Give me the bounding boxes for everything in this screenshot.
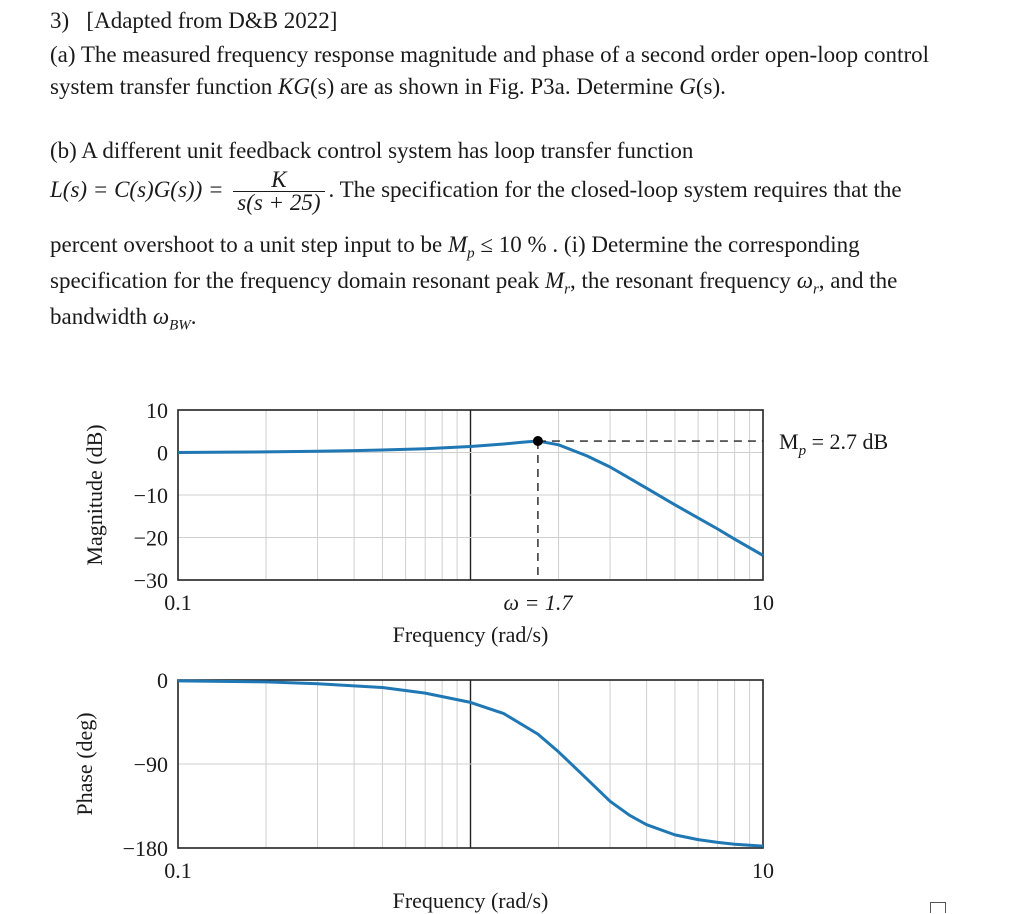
part-b-line4: specification for the frequency domain resonant peak $M_r$, the resonant frequency $\omega_r$, and the — [50, 268, 898, 298]
x-tick-label: 10 — [752, 590, 774, 615]
y-tick-label: −10 — [133, 483, 168, 508]
y-tick-label: 0 — [157, 668, 168, 693]
y-tick-label: 10 — [146, 398, 168, 423]
x-axis-label: Frequency (rad/s) — [392, 888, 549, 913]
y-tick-label: −20 — [133, 525, 168, 551]
kg-symbol: KG — [278, 74, 310, 99]
bode-figure — [0, 380, 1024, 914]
x-tick-label: 0.1 — [164, 858, 192, 883]
x-axis-label: Frequency (rad/s) — [392, 622, 549, 647]
part-b-equation: L(s) = C(s)G(s)) = $\frac{K}{s(s + 25)}$ . The specification for the closed-loop system requires that the — [50, 167, 902, 216]
phase-plot — [72, 668, 774, 913]
loop-tf-denominator: s(s + 25) — [237, 190, 321, 216]
loop-tf-lhs: L(s) = C(s)G(s)) = — [50, 177, 224, 202]
part-b-line3: percent overshoot to a unit step input to be $M_p \le 10$ % . (i) Determine the corresponding — [50, 232, 860, 262]
y-tick-label: −90 — [133, 752, 168, 777]
y-tick-label: −180 — [122, 836, 168, 861]
part-b-line1: (b) A different unit feedback control system has loop transfer function — [50, 138, 694, 163]
peak-annotation: $M_p = 2.7$ dB — [779, 429, 889, 460]
g-symbol: G — [679, 74, 696, 99]
magnitude-plot — [82, 398, 888, 647]
part-b-line5: bandwidth $\omega_{BW}$. — [50, 304, 197, 334]
problem-header — [50, 4, 337, 38]
peak-frequency-label: ω = 1.7 — [503, 590, 573, 615]
clipboard-icon — [930, 902, 946, 913]
part-a-line1: (a) The measured frequency response magnitude and phase of a second order open-loop control — [50, 42, 929, 67]
y-tick-label: −30 — [133, 568, 168, 593]
x-tick-label: 10 — [752, 858, 774, 883]
problem-number: 3) — [50, 8, 70, 33]
y-tick-label: 0 — [157, 440, 168, 466]
problem-source: [Adapted from D&B 2022] — [86, 8, 338, 33]
part-a-line2: system transfer function KG(s) are as shown in Fig. P3a. Determine G(s). — [50, 74, 726, 99]
y-axis-label: Phase (deg) — [72, 712, 97, 816]
y-axis-label: Magnitude (dB) — [82, 424, 107, 566]
loop-tf-numerator: K — [233, 169, 324, 192]
loop-tf-fraction — [233, 169, 324, 214]
x-tick-label: 0.1 — [164, 590, 192, 615]
peak-marker — [533, 436, 543, 446]
